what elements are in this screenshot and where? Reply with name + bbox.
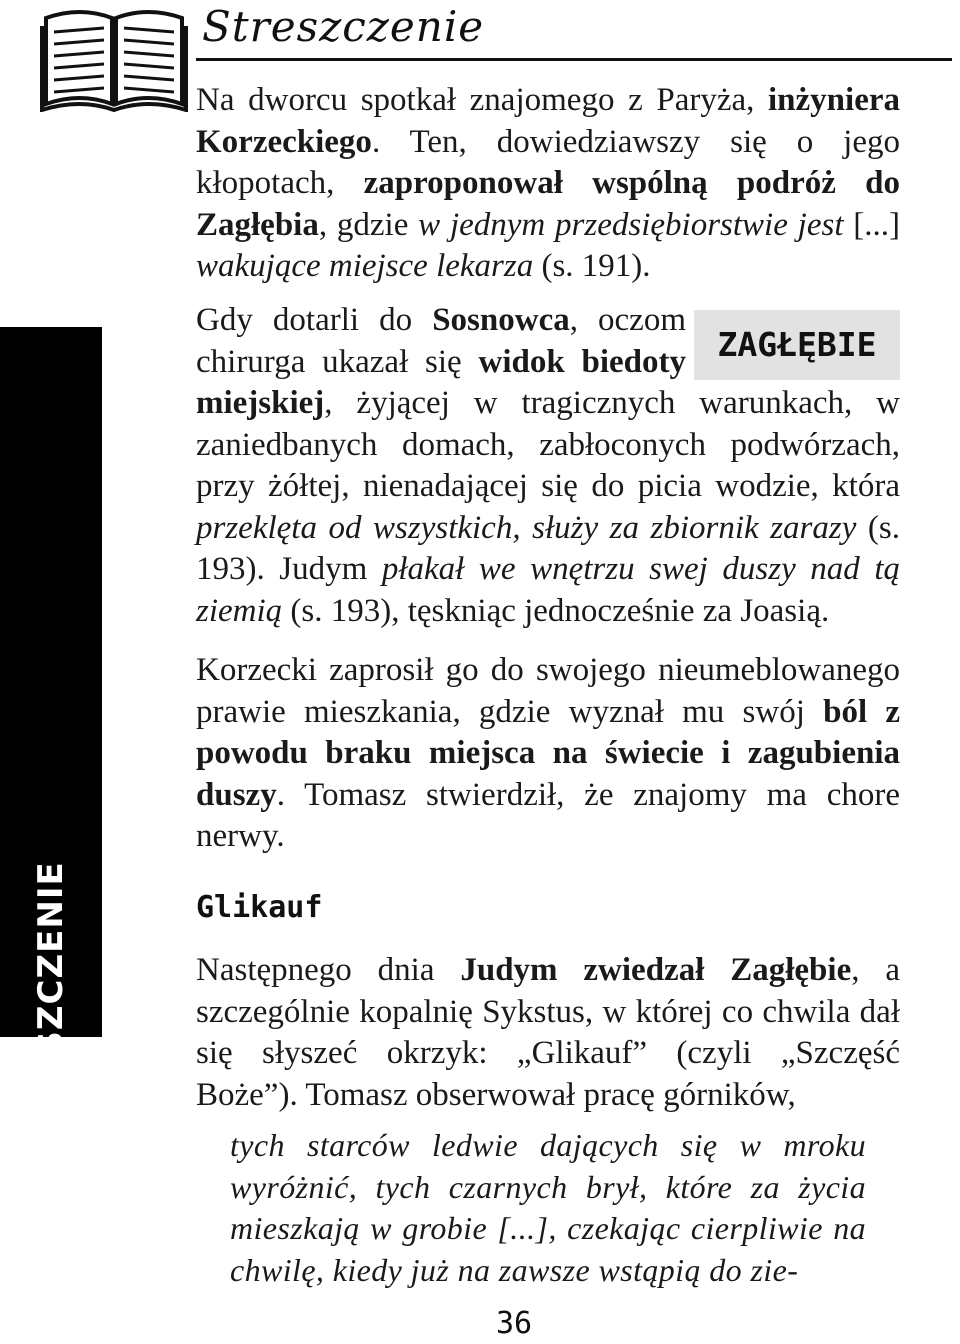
paragraph-1 <box>196 80 900 288</box>
header-divider <box>196 58 952 61</box>
bold-text: ból z powodu braku miejsca na świecie i zagubienia duszy <box>196 693 900 813</box>
page-number: 36 <box>495 1306 533 1341</box>
italic-quote: przeklęta od wszystkich, służy za zbiornik zarazy <box>196 509 857 546</box>
text: . Ten, dowiedziawszy się o jego kłopotach, <box>196 123 900 201</box>
text: [...] <box>843 206 900 243</box>
italic-quote: wakujące miejsce lekarza <box>196 248 534 284</box>
text: , gdzie <box>318 206 419 243</box>
text: (s. 193). Judym <box>196 509 900 587</box>
block-quote: tych starców ledwie dających się w mroku wyróżnić, tych czarnych brył, które za życia mieszkają w grobie [...], czekając cierpliwie na chwilę, kiedy już na zawsze wstąpią do zie- <box>230 1127 866 1288</box>
topic-badge: ZAGŁĘBIE <box>694 310 900 380</box>
text: Na dworcu spotkał znajomego z Paryża, <box>196 82 769 118</box>
book-icon <box>40 4 188 112</box>
text: Następnego dnia <box>196 952 461 988</box>
italic-quote: płakał we wnętrzu swej duszy nad tą ziemią <box>196 551 900 629</box>
text: (s. 193), tęskniąc jednocześnie za Joasią. <box>282 592 830 629</box>
bold-text: zaproponował wspólną podróż do Zagłębia <box>196 165 900 243</box>
italic-quote: w jednym przedsiębiorstwie jest <box>418 206 844 243</box>
bold-text: inżyniera Korzeckiego <box>196 82 900 160</box>
text: . Tomasz stwierdził, że znajomy ma chore nerwy. <box>196 776 900 854</box>
text: (s. 191). <box>533 248 651 284</box>
text: Gdy dotarli do <box>196 302 433 338</box>
badge-spacer <box>686 300 900 380</box>
text: , żyjącej w tragicznych warunkach, w zaniedbanych domach, zabłoconych podwórzach, przy żółtej, nienadającej się do picia wodzie, która <box>196 385 900 504</box>
text: , a szczególnie kopalnię Sykstus, w której co chwila dał się słyszeć okrzyk: „Glikauf” (czyli „Szczęść Boże”). Tomasz obserwował pracę górników, <box>196 952 900 1113</box>
text: , oczom chirurga ukazał się <box>196 302 686 380</box>
section-heading: Glikauf <box>196 890 323 925</box>
bold-text: Judym zwiedzał Zagłębie <box>460 952 852 988</box>
bold-text: Sosnowca <box>432 302 570 338</box>
text: Korzecki zaprosił go do swojego nieumeblowanego prawie mieszkania, gdzie wyznał mu swój <box>196 652 900 730</box>
paragraph-4 <box>196 950 900 1116</box>
bold-text: widok biedoty miejskiej <box>196 343 686 421</box>
side-tab-label: STRESZCZENIE <box>31 861 71 1157</box>
side-tab <box>0 327 102 1157</box>
paragraph-2 <box>196 300 900 632</box>
page-title: Streszczenie <box>202 2 485 51</box>
paragraph-3 <box>196 650 900 858</box>
